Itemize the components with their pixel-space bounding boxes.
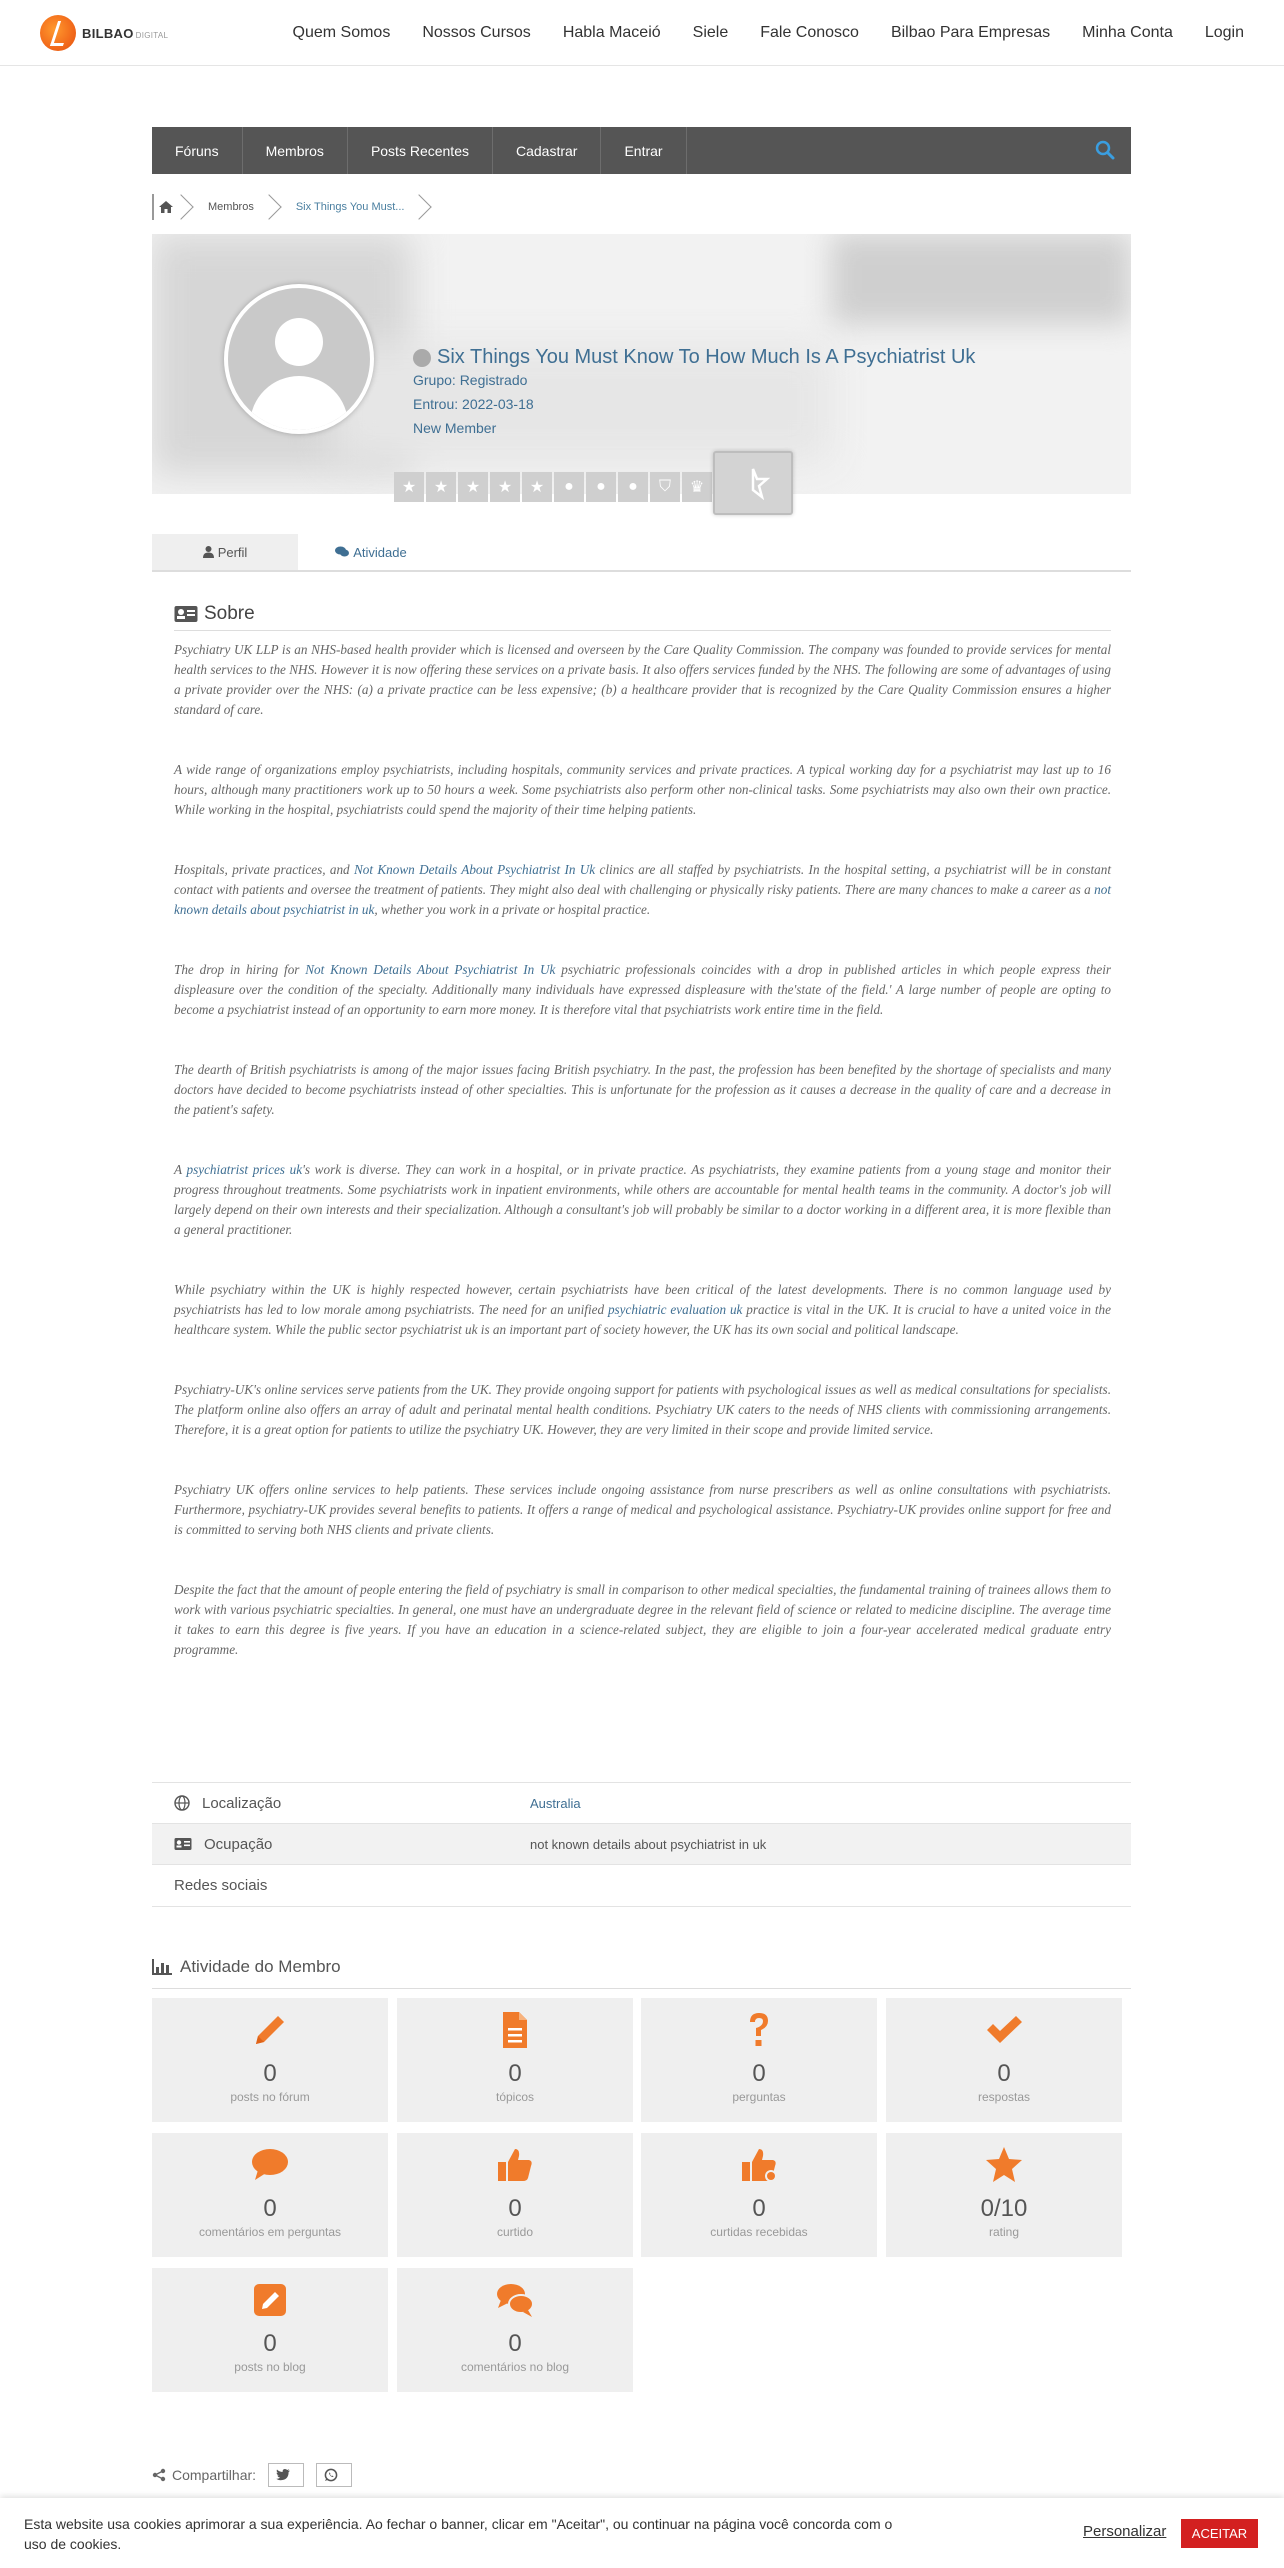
profile-group: Grupo: Registrado xyxy=(413,372,528,388)
breadcrumb-current[interactable]: Six Things You Must... xyxy=(295,201,405,213)
stat-label: posts no fórum xyxy=(230,2090,310,2104)
twitter-icon xyxy=(276,2469,290,2481)
forum-nav-cadastrar[interactable]: Cadastrar xyxy=(493,127,601,174)
tab-perfil-label: Perfil xyxy=(217,544,248,560)
stat-value: 0/10 xyxy=(980,2195,1028,2222)
stat-label: respostas xyxy=(977,2090,1031,2104)
info-row-occupation xyxy=(152,1823,1131,1864)
trophy-icon: ♛ xyxy=(682,472,712,502)
star-icon: ★ xyxy=(490,472,520,502)
tab-atividade[interactable] xyxy=(298,534,444,570)
bar-chart-icon xyxy=(152,1959,172,1975)
whatsapp-icon xyxy=(324,2468,338,2482)
edit-icon xyxy=(250,2280,290,2320)
site-logo[interactable] xyxy=(40,13,168,53)
stat-label: comentários no blog xyxy=(460,2360,570,2374)
info-row-location xyxy=(152,1782,1131,1823)
stat-forum-posts xyxy=(152,1998,388,2122)
circle-icon: ● xyxy=(554,472,584,502)
location-value[interactable]: Australia xyxy=(530,1795,581,1811)
star-icon: ★ xyxy=(522,472,552,502)
pencil-icon xyxy=(250,2010,290,2050)
activity-title: Atividade do Membro xyxy=(180,1957,341,1976)
star-icon: ★ xyxy=(426,472,456,502)
question-icon xyxy=(739,2010,779,2050)
forum-nav-bar xyxy=(152,127,1131,174)
stat-question-comments xyxy=(152,2133,388,2257)
stat-label: posts no blog xyxy=(234,2360,306,2374)
star-icon: ★ xyxy=(394,472,424,502)
thumbs-up-icon xyxy=(495,2145,535,2185)
stat-liked xyxy=(397,2133,633,2257)
about-paragraph: Psychiatry UK LLP is an NHS-based health provider which is licensed and overseen by the Care Quality Commission. The company was founded to provide services for mental health services to the NHS. However it is now offering these services on a private basis. It also offers services funded by the NHS. The following are some of advantages of using a private provider over the NHS: (a) a private practice can be less expensive; (b) a healthcare provider that is recognized by the Care Quality Commission ensures a higher standard of care. xyxy=(174,642,1111,717)
about-paragraph: Despite the fact that the amount of people entering the field of psychiatry is small in comparison to other medical specialties, the fundamental training of trainees allows them to work with various psychiatric specialties. In general, one must have an undergraduate degree in the relevant field of science or related to medicine discipline. The average time it takes to earn this degree is five years. If you have an education in a science-related subject, they are eligible to join a four-year accelerated medical graduate entry programme. xyxy=(174,1582,1111,1657)
rank-badge xyxy=(713,451,793,515)
main-menu xyxy=(261,0,1244,66)
stat-label: curtido xyxy=(496,2225,534,2239)
stat-blog-posts xyxy=(152,2268,388,2392)
stat-value: 0 xyxy=(752,2195,766,2222)
user-icon xyxy=(203,546,214,558)
about-title: Sobre xyxy=(204,603,255,624)
site-header xyxy=(0,0,1284,66)
profile-name: Six Things You Must Know To How Much Is A Psychiatrist Uk xyxy=(437,346,976,368)
breadcrumb xyxy=(152,193,430,221)
search-icon[interactable] xyxy=(1095,140,1115,160)
profile-rank: New Member xyxy=(413,420,497,436)
stat-likes-received xyxy=(641,2133,877,2257)
online-status-icon xyxy=(413,349,431,367)
about-paragraph: Hospitals, private practices, and Not Known Details About Psychiatrist In Uk clinics are all staffed by psychiatrists. In the hospital setting, a psychiatrist will be in constant contact with patients and oversee the treatment of patients. They might also deal with challenging or physically risky patients. There are many chances to make a career as a not known details about psychiatrist in uk, whether you work in a private or hospital practice. xyxy=(174,862,1111,917)
profile-title xyxy=(413,346,975,369)
stat-value: 0 xyxy=(752,2060,766,2087)
rank-stars xyxy=(394,472,712,502)
about-paragraph: Psychiatry UK offers online services to help patients. These services include ongoing assistance from nurse prescribers as well as online consultations with psychiatrists. Furthermore, psychiatry-UK provides several benefits to patients. It offers a range of medical and psychological assistance. Psychiatry-UK provides online support for free and is committed to serving both NHS clients and private clients. xyxy=(174,1482,1111,1537)
stat-label: tópicos xyxy=(495,2090,535,2104)
social-label: Redes sociais xyxy=(174,1877,268,1894)
stat-value: 0 xyxy=(508,2330,522,2357)
stat-answers xyxy=(886,1998,1122,2122)
forum-nav-foruns[interactable]: Fóruns xyxy=(152,127,243,174)
share-icon xyxy=(152,2468,166,2482)
circle-icon: ● xyxy=(586,472,616,502)
menu-bilbao-empresas[interactable]: Bilbao Para Empresas xyxy=(890,24,1051,41)
breadcrumb-separator xyxy=(416,194,430,220)
menu-fale-conosco[interactable]: Fale Conosco xyxy=(760,24,859,41)
about-paragraph: The drop in hiring for Not Known Details About Psychiatrist In Uk psychiatric professionals coincides with a drop in published articles in which people express their displeasure over the condition of the specialty. Additionally many individuals have expressed displeasure with the'state of the field.' A large number of people are opting to become a psychiatrist instead of an opportunity to earn more money. It is therefore vital that psychiatrists work entire time in the field. xyxy=(174,962,1111,1017)
activity-heading xyxy=(152,1946,1131,1989)
about-paragraph: A wide range of organizations employ psychiatrists, including hospitals, community services and private practices. A typical working day for a psychiatrist may last up to 16 hours, although many practitioners work up to 50 hours a week. Some psychiatrists also perform other non-clinical tasks. Some psychiatrists may also own their own practice. While working in the hospital, psychiatrists could spend the majority of their time helping patients. xyxy=(174,762,1111,817)
stat-label: comentários em perguntas xyxy=(198,2225,342,2239)
comments-icon xyxy=(335,546,349,558)
logo-text: BILBAO DIGITAL xyxy=(82,25,169,41)
stat-value: 0 xyxy=(263,2195,277,2222)
globe-icon xyxy=(174,1795,190,1811)
stat-value: 0 xyxy=(263,2330,277,2357)
menu-nossos-cursos[interactable]: Nossos Cursos xyxy=(422,24,531,41)
cookie-message: Esta website usa cookies aprimorar a sua experiência. Ao fechar o banner, clicar em "Aceitar", ou continuar na página você concorda com o uso de cookies. xyxy=(24,2516,893,2552)
menu-siele[interactable]: Siele xyxy=(692,24,729,41)
stat-value: 0 xyxy=(997,2060,1011,2087)
thumbs-up-received-icon xyxy=(739,2145,779,2185)
logo-icon xyxy=(40,15,76,51)
stat-label: rating xyxy=(988,2225,1020,2239)
stat-label: perguntas xyxy=(732,2090,786,2104)
about-link[interactable]: psychiatrist prices uk xyxy=(186,1162,303,1177)
stat-topics xyxy=(397,1998,633,2122)
cookie-customize-link[interactable]: Personalizar xyxy=(1083,2523,1167,2540)
tab-perfil[interactable] xyxy=(152,534,298,570)
stat-value: 0 xyxy=(263,2060,277,2087)
share-label: Compartilhar: xyxy=(172,2467,257,2483)
menu-habla-maceio[interactable]: Habla Maceió xyxy=(562,24,661,41)
id-card-icon xyxy=(174,605,198,623)
document-icon xyxy=(495,2010,535,2050)
stat-value: 0 xyxy=(508,2195,522,2222)
shield-icon: ⛉ xyxy=(650,472,680,502)
forum-nav-membros[interactable]: Membros xyxy=(243,127,348,174)
about-paragraph: A psychiatrist prices uk's work is diverse. They can work in a hospital, or in private practice. As psychiatrists, they examine patients from a young stage and monitor their progress throughout treatments. Some psychiatrists work in inpatient environments, while others are accountable for mental health teams in the community. A doctor's job will largely depend on their own interests and their specialization. Although a consultant's job will probably be similar to a doctor working in a different area, it is more flexible than a general practitioner. xyxy=(174,1162,1111,1237)
avatar xyxy=(224,284,374,434)
circle-icon: ● xyxy=(618,472,648,502)
occupation-label: Ocupação xyxy=(204,1835,273,1853)
check-icon xyxy=(984,2010,1024,2050)
about-text xyxy=(174,640,1111,1700)
share-bar xyxy=(152,2463,352,2487)
comment-icon xyxy=(250,2145,290,2185)
menu-quem-somos[interactable]: Quem Somos xyxy=(292,24,391,41)
star-half-icon xyxy=(736,466,770,500)
about-paragraph: Psychiatry-UK's online services serve patients from the UK. They provide ongoing support for patients with psychological issues as well as medical consultations for specialists. The platform online also offers an array of adult and perinatal mental health conditions. Psychiatry UK caters to the needs of NHS clients with commissioning arrangements. Therefore, it is a great option for patients to utilize the psychiatry UK. However, they are very limited in their scope and provide limited service. xyxy=(174,1382,1111,1437)
about-link[interactable]: Not Known Details About Psychiatrist In Uk xyxy=(305,962,556,977)
id-card-icon xyxy=(174,1837,192,1851)
menu-login[interactable]: Login xyxy=(1204,24,1244,41)
about-heading xyxy=(174,598,1111,631)
about-paragraph: While psychiatry within the UK is highly respected however, certain psychiatrists have been critical of the latest developments. There is no common language used by psychiatrists has led to low morale among psychiatrists. The need for an unified psychiatric evaluation uk practice is vital in the UK. It is crucial to have a united voice in the healthcare system. While the public sector psychiatrist uk is an important part of society however, the UK has its own social and political landscape. xyxy=(174,1282,1111,1337)
profile-joined: Entrou: 2022-03-18 xyxy=(413,396,534,412)
breadcrumb-separator xyxy=(266,194,280,220)
profile-tabs xyxy=(152,534,1131,572)
about-link[interactable]: Not Known Details About Psychiatrist In Uk xyxy=(353,862,596,877)
share-twitter-button[interactable] xyxy=(268,2463,304,2487)
about-link[interactable]: not known details about psychiatrist in uk xyxy=(174,882,1111,917)
stat-blog-comments xyxy=(397,2268,633,2392)
comments-icon xyxy=(495,2280,535,2320)
tab-atividade-label: Atividade xyxy=(353,544,407,560)
star-icon xyxy=(984,2145,1024,2185)
forum-nav-entrar[interactable]: Entrar xyxy=(601,127,686,174)
profile-info-table xyxy=(152,1782,1131,1907)
breadcrumb-separator xyxy=(178,194,192,220)
location-label: Localização xyxy=(202,1794,282,1812)
occupation-value: not known details about psychiatrist in uk xyxy=(530,1836,767,1852)
breadcrumb-members[interactable]: Membros xyxy=(208,201,254,213)
cookie-accept-button[interactable]: ACEITAR xyxy=(1181,2519,1258,2548)
stat-label: curtidas recebidas xyxy=(710,2225,808,2239)
stat-questions xyxy=(641,1998,877,2122)
about-link[interactable]: psychiatric evaluation uk xyxy=(607,1302,743,1317)
info-row-social xyxy=(152,1864,1131,1907)
about-paragraph: The dearth of British psychiatrists is among of the major issues facing British psychiatry. In the past, the profession has been benefited by the shortage of specialists and many doctors have decided to become psychiatrists instead of other specialties. This is unfortunate for the profession as it causes a decrease in the quality of care and a decrease in the patient's safety. xyxy=(174,1062,1111,1117)
share-whatsapp-button[interactable] xyxy=(316,2463,352,2487)
star-icon: ★ xyxy=(458,472,488,502)
stat-rating xyxy=(886,2133,1122,2257)
menu-minha-conta[interactable]: Minha Conta xyxy=(1082,24,1173,41)
cookie-banner xyxy=(0,2498,1284,2568)
stat-value: 0 xyxy=(508,2060,522,2087)
forum-nav-posts-recentes[interactable]: Posts Recentes xyxy=(348,127,493,174)
